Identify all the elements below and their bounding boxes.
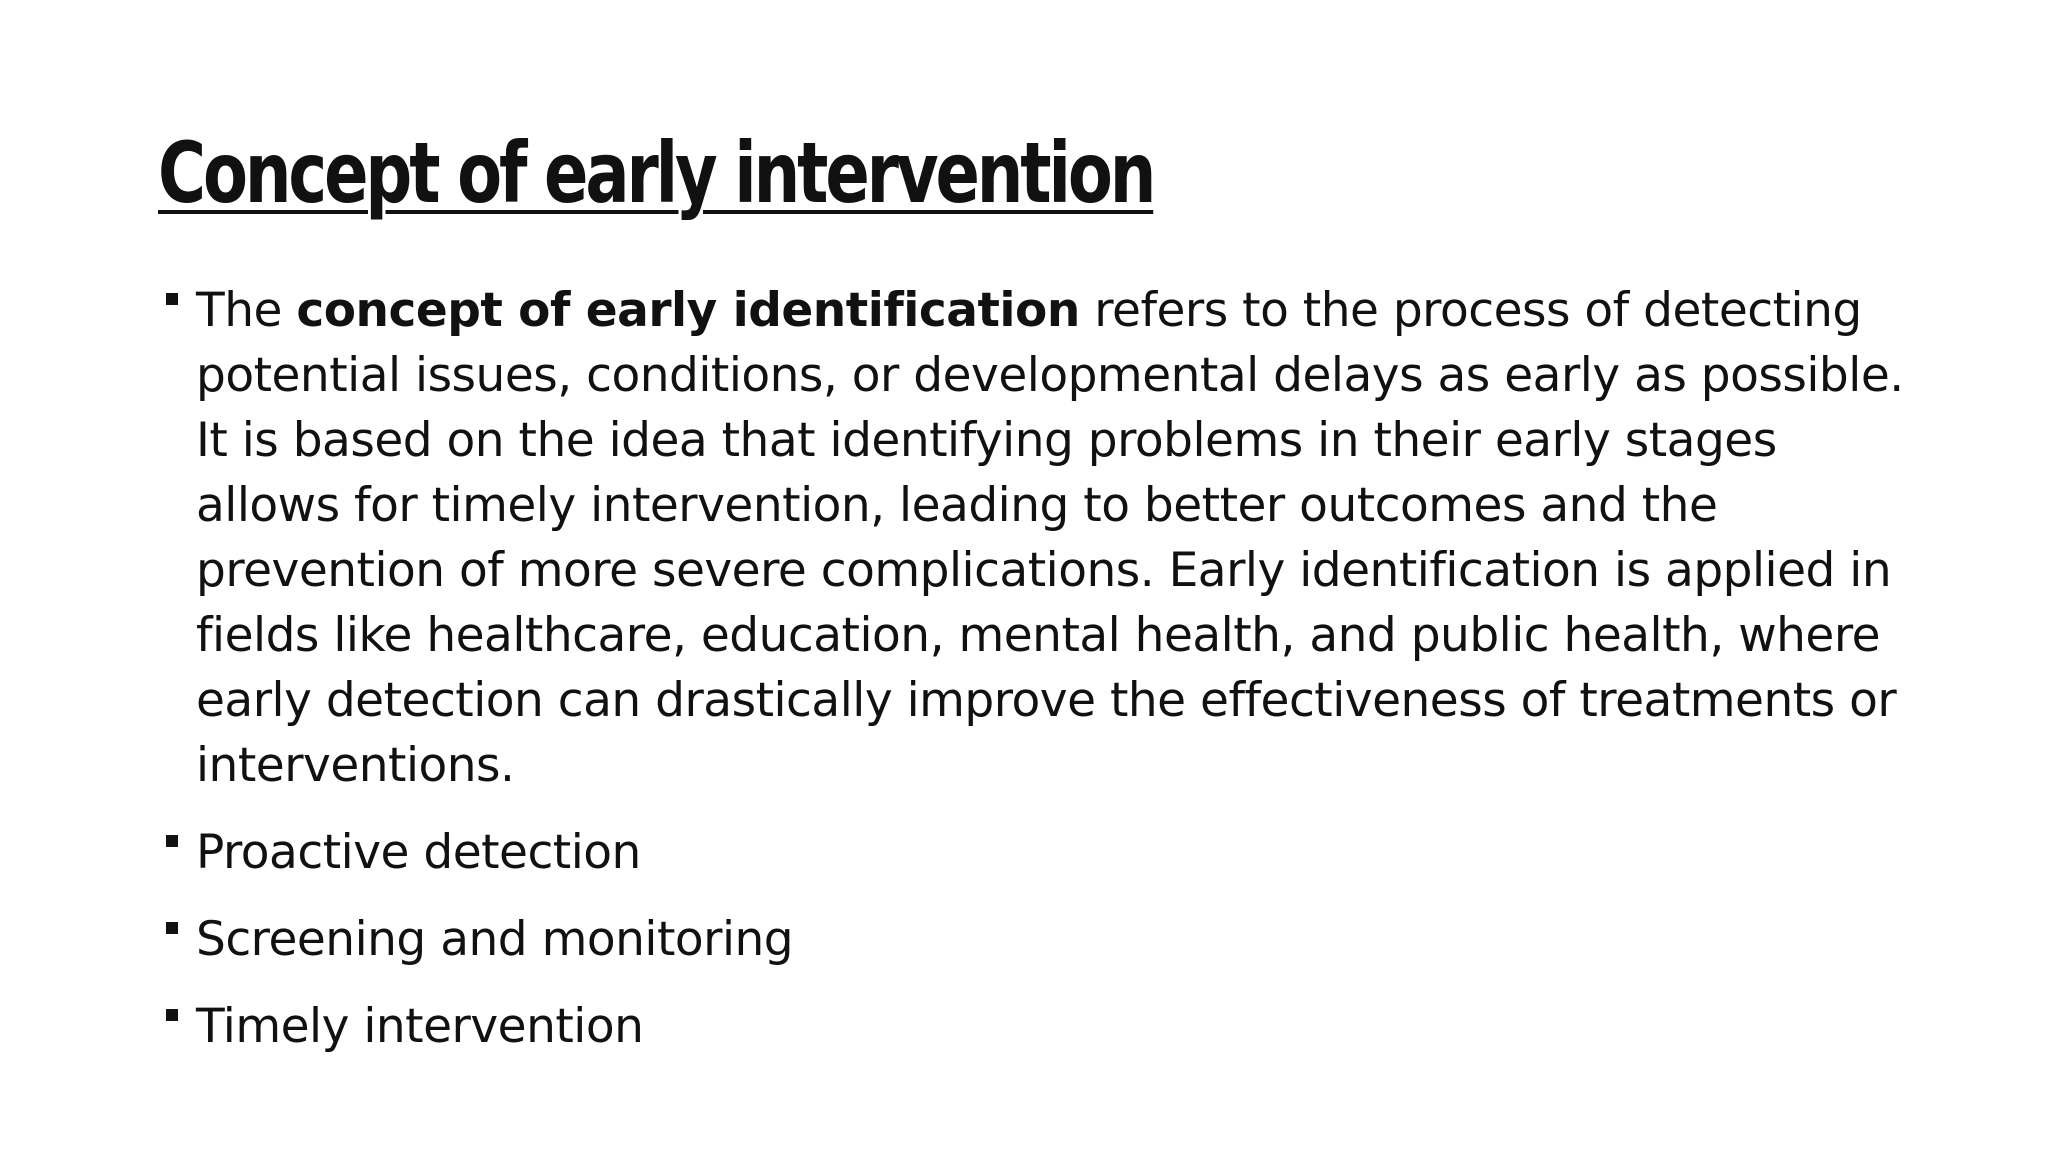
square-bullet-icon	[166, 1009, 178, 1021]
bullet-text-bold: concept of early identification	[296, 283, 1080, 338]
square-bullet-icon	[166, 835, 178, 847]
bullet-list	[160, 278, 1920, 1059]
bullet-item-proactive-detection	[160, 820, 1920, 885]
bullet-text: Screening and monitoring	[196, 912, 794, 967]
bullet-item-definition	[160, 278, 1920, 798]
bullet-text: Proactive detection	[196, 825, 641, 880]
bullet-text-before: The	[196, 283, 297, 338]
square-bullet-icon	[166, 293, 178, 305]
square-bullet-icon	[166, 922, 178, 934]
bullet-text: Timely intervention	[196, 999, 644, 1054]
bullet-item-timely-intervention	[160, 994, 1920, 1059]
slide-title: Concept of early intervention	[158, 124, 1154, 222]
bullet-item-screening-monitoring	[160, 907, 1920, 972]
bullet-text-after: refers to the process of detecting potential issues, conditions, or developmental delays as early as possible. It is based on the idea that identifying problems in their early stages allows for timely intervention, leading to better outcomes and the prevention of more severe complications. Early identification is applied in fields like healthcare, education, mental health, and public health, where early detection can drastically improve the effectiveness of treatments or interventions.	[196, 283, 1904, 793]
